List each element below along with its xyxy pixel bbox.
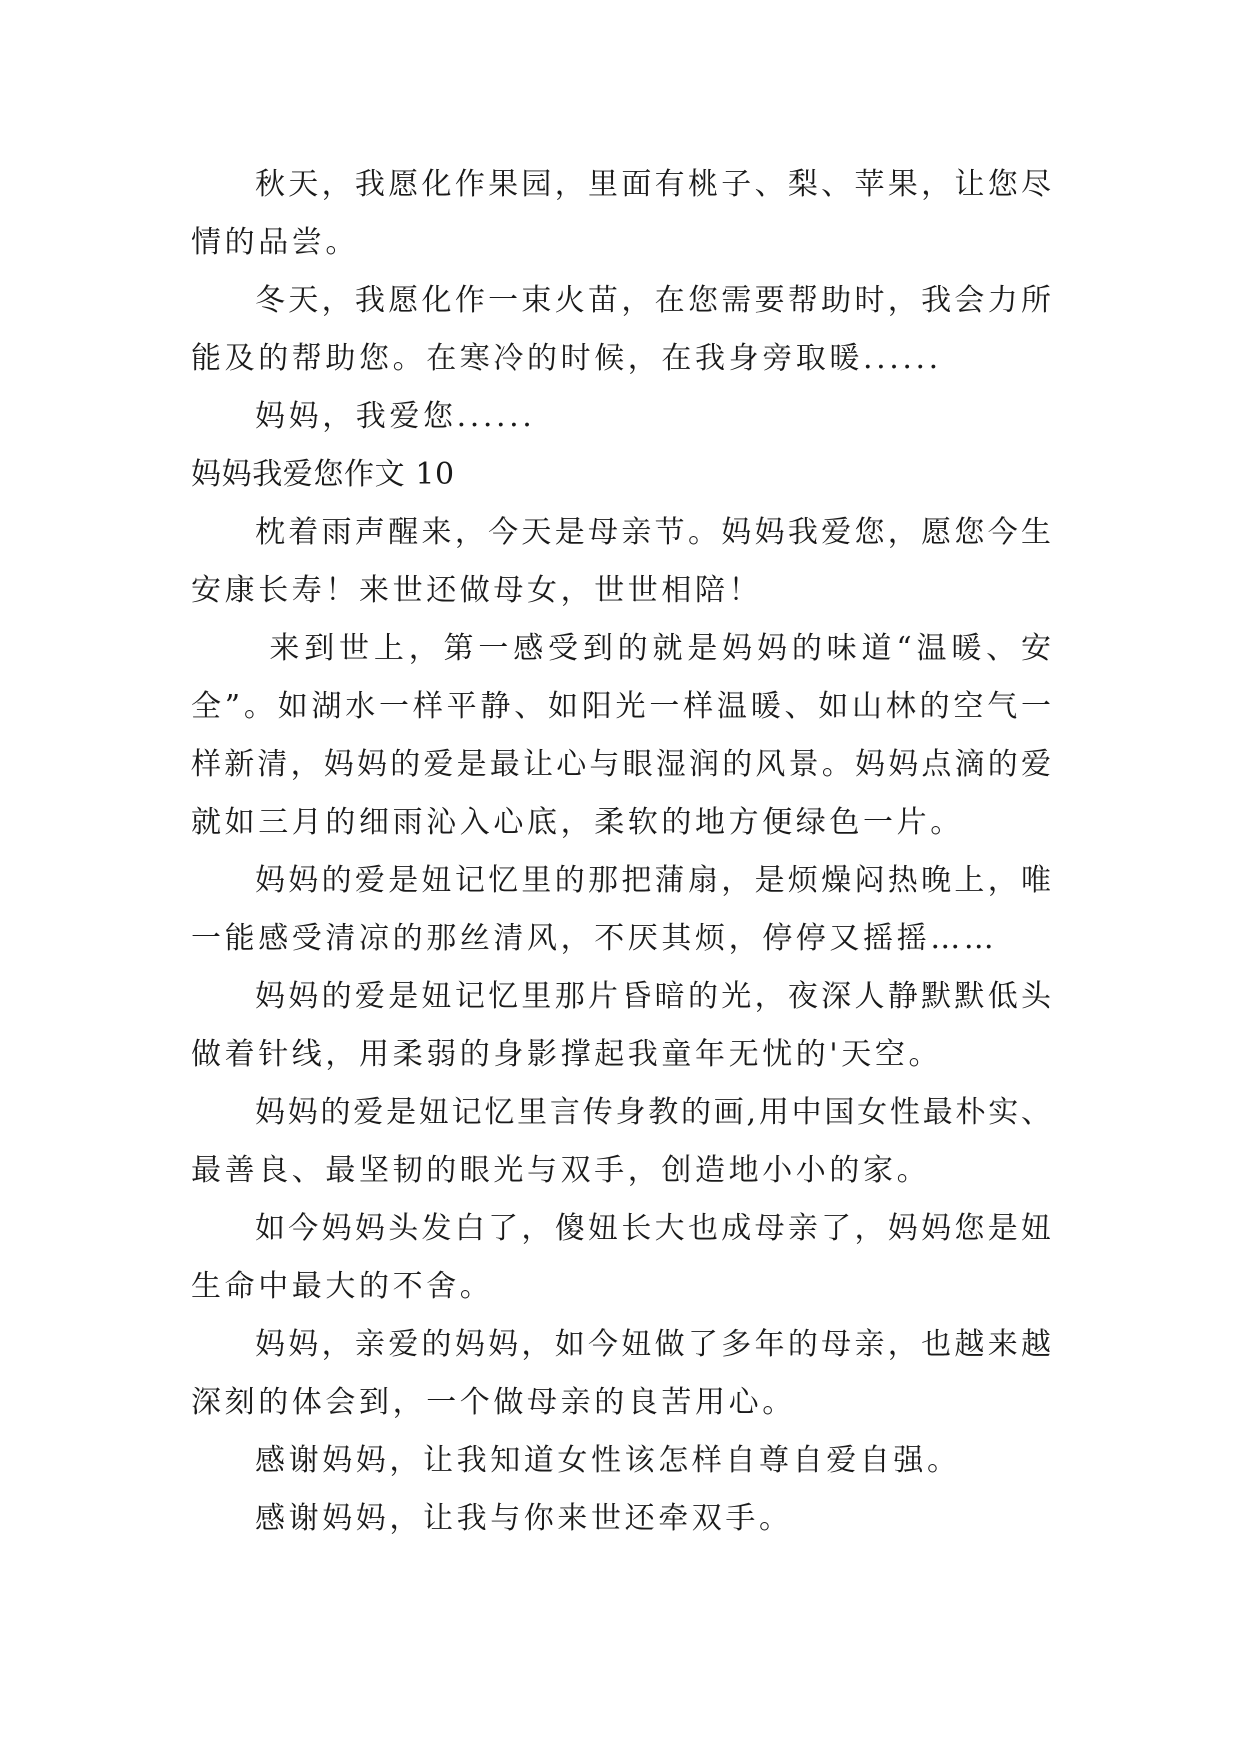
- text-line: 冬天，我愿化作一束火苗，在您需要帮助时，我会力所: [255, 283, 1051, 318]
- text-line: 就如三月的细雨沁入心底，柔软的地方便绿色一片。: [191, 805, 964, 840]
- text-line: 枕着雨声醒来，今天是母亲节。妈妈我爱您，愿您今生: [255, 515, 1051, 550]
- text-line: 妈妈的爱是妞记忆里言传身教的画,用中国女性最朴实、: [255, 1095, 1051, 1130]
- text-line: 能及的帮助您。在寒冷的时候，在我身旁取暖......: [191, 341, 942, 376]
- text-line: 妈妈的爱是妞记忆里那片昏暗的光，夜深人静默默低头: [255, 979, 1051, 1014]
- text-line: 一能感受清凉的那丝清风，不厌其烦，停停又摇摇……: [191, 921, 998, 956]
- text-line: 来到世上，第一感受到的就是妈妈的味道“温暖、安: [255, 631, 1051, 666]
- text-line: 如今妈妈头发白了，傻妞长大也成母亲了，妈妈您是妞: [255, 1211, 1051, 1246]
- text-line: 秋天，我愿化作果园，里面有桃子、梨、苹果，让您尽: [255, 167, 1051, 202]
- text-line: 情的品尝。: [191, 225, 359, 260]
- text-line: 做着针线，用柔弱的身影撑起我童年无忧的'天空。: [191, 1037, 943, 1072]
- text-line: 感谢妈妈，让我与你来世还牵双手。: [255, 1501, 793, 1536]
- section-heading: 妈妈我爱您作文 10: [191, 457, 455, 492]
- text-line: 妈妈，我爱您......: [255, 399, 536, 434]
- text-line: 样新清，妈妈的爱是最让心与眼湿润的风景。妈妈点滴的爱: [191, 747, 1051, 782]
- text-line: 安康长寿！来世还做母女，世世相陪！: [191, 573, 763, 608]
- text-line: 全”。如湖水一样平静、如阳光一样温暖、如山林的空气一: [191, 689, 1051, 724]
- text-line: 妈妈的爱是妞记忆里的那把蒲扇，是烦燥闷热晚上，唯: [255, 863, 1051, 898]
- text-line: 感谢妈妈，让我知道女性该怎样自尊自爱自强。: [255, 1443, 961, 1478]
- text-line: 生命中最大的不舍。: [191, 1269, 494, 1304]
- document-body: [191, 156, 1051, 1548]
- text-line: 妈妈，亲爱的妈妈，如今妞做了多年的母亲，也越来越: [255, 1327, 1051, 1362]
- text-line: 最善良、最坚韧的眼光与双手，创造地小小的家。: [191, 1153, 931, 1188]
- text-line: 深刻的体会到，一个做母亲的良苦用心。: [191, 1385, 796, 1420]
